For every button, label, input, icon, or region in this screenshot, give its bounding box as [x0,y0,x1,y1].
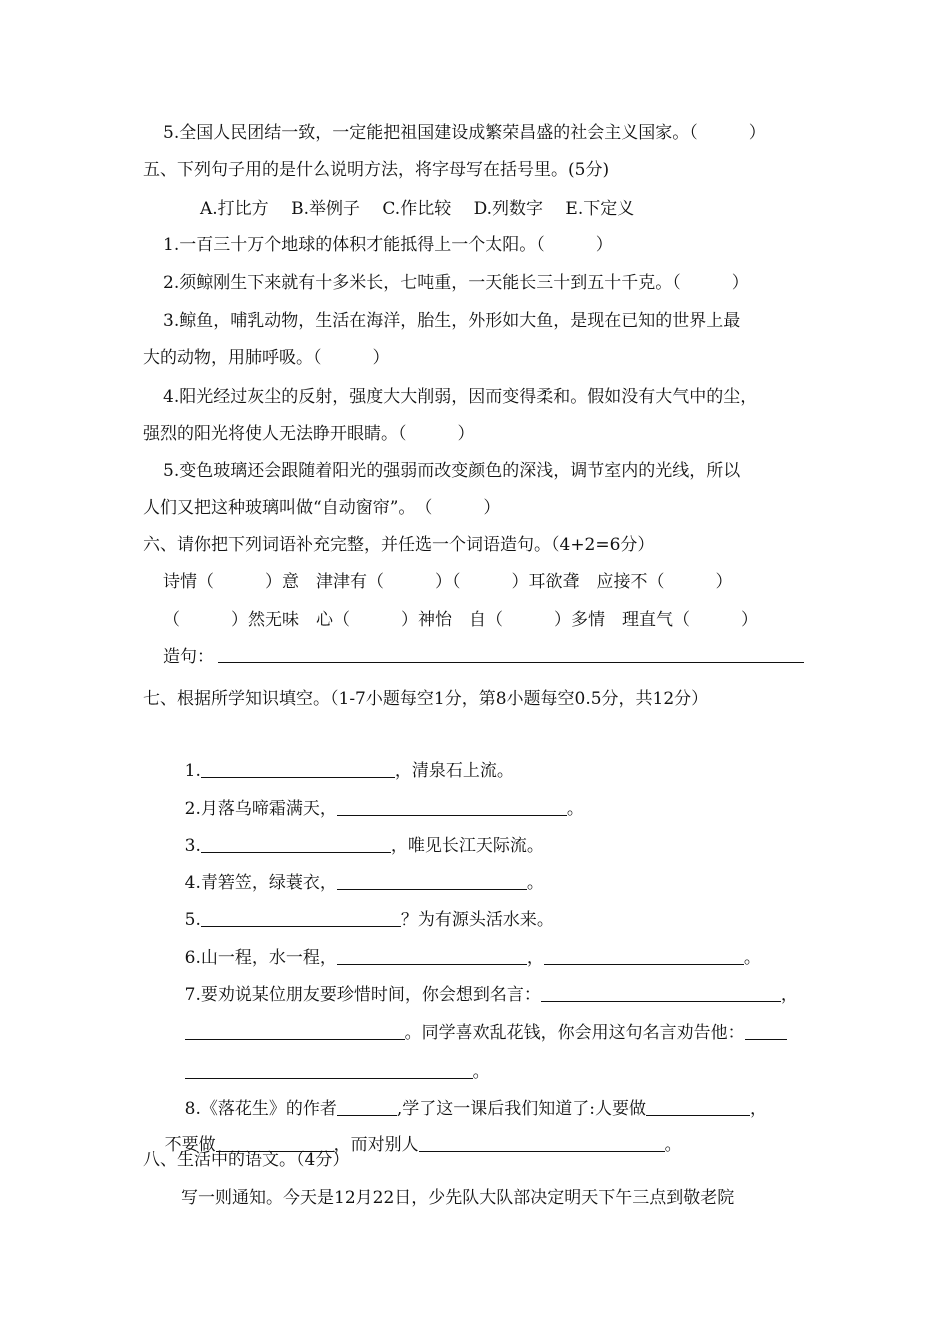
fill-5-prefix: 5. [184,910,201,930]
fill-7-comma: ， [780,985,798,1005]
line-q5-item5a: 5.变色玻璃还会跟随着阳光的强弱而改变颜色的深浅，调节室内的光线，所以 [163,461,741,481]
fill-8-comma: ， [750,1099,767,1119]
fill-7-blank-b[interactable] [185,1023,405,1040]
fill-1-prefix: 1. [184,761,201,781]
line-q5-item4a: 4.阳光经过灰尘的反射，强度大大削弱，因而变得柔和。假如没有大气中的尘， [163,387,758,407]
fill-8-prefix: 8.《落花生》的作者 [184,1099,337,1119]
idiom-row-2: （ ）然无味 心（ ）神怡 自（ ）多情 理直气（ ） [163,610,758,630]
line-q5-item5b: 人们又把这种玻璃叫做“自动窗帘”。 （ ） [143,498,501,518]
options-line: A.打比方 B.举例子 C.作比较 D.列数字 E.下定义 [200,199,635,219]
fill-6-prefix: 6.山一程，水一程， [184,948,337,968]
fill-2-prefix: 2.月落乌啼霜满天， [184,799,337,819]
fill-4-prefix: 4.青箬笠，绿蓑衣， [184,873,337,893]
fill-6-suffix: 。 [743,948,761,968]
fill-7-blank-c[interactable] [745,1023,787,1040]
fill-8-blank-d[interactable] [419,1135,665,1152]
line-q5-item1: 1.一百三十万个地球的体积才能抵得上一个太阳。（ ） [163,235,613,255]
fill-4-suffix: 。 [526,873,544,893]
fill-7-middle: 。同学喜欢乱花钱，你会用这句名言劝告他： [404,1023,745,1043]
idiom-row-1: 诗情（ ）意 津津有（ ）（ ）耳欲聋 应接不（ ） [163,572,733,592]
section-5-heading: 五、下列句子用的是什么说明方法，将字母写在括号里。(5分) [143,160,610,180]
fill-7-end: 。 [472,1062,490,1082]
section-7-heading: 七、根据所学知识填空。（1-7小题每空1分，第8小题每空0.5分，共12分） [143,689,709,709]
line-q5-item4b: 强烈的阳光将使人无法睁开眼睛。（ ） [143,424,475,444]
line-q5-item2: 2.须鲸刚生下来就有十多米长，七吨重，一天能长三十到五十千克。（ ） [163,273,749,293]
fill-1-suffix: ，清泉石上流。 [394,761,514,781]
line-q5-item3b: 大的动物，用肺呼吸。（ ） [143,348,390,368]
fill-8-b-middle: ，而对别人 [333,1135,419,1155]
fill-7-prefix: 7.要劝说某位朋友要珍惜时间，你会想到名言： [184,985,541,1005]
fill-3-suffix: ，唯见长江天际流。 [390,836,544,856]
section-6-heading: 六、请你把下列词语补充完整，并任选一个词语造句。（4+2=6分） [143,535,655,555]
fill-8-b-end: 。 [664,1135,682,1155]
sentence-answer-line[interactable] [218,662,804,663]
fill-8-middle: ,学了这一课后我们知道了:人要做 [396,1099,646,1119]
sentence-label: 造句： [163,647,214,667]
fill-6-comma: ， [526,948,544,968]
notice-prompt: 写一则通知。今天是12月22日，少先队大队部决定明天下午三点到敬老院 [181,1188,735,1208]
line-q5-item3a: 3.鲸鱼，哺乳动物，生活在海洋，胎生，外形如大鱼，是现在已知的世界上最 [163,311,741,331]
section-8-heading: 八、生活中的语文。（4分） [143,1150,350,1170]
fill-5-suffix: ？为有源头活水来。 [400,910,554,930]
fill-2-suffix: 。 [566,799,584,819]
fill-8-b-prefix: 不要做 [164,1135,216,1155]
fill-3-prefix: 3. [184,836,201,856]
line-q4-item5: 5.全国人民团结一致，一定能把祖国建设成繁荣昌盛的社会主义国家。（ ） [163,123,766,143]
